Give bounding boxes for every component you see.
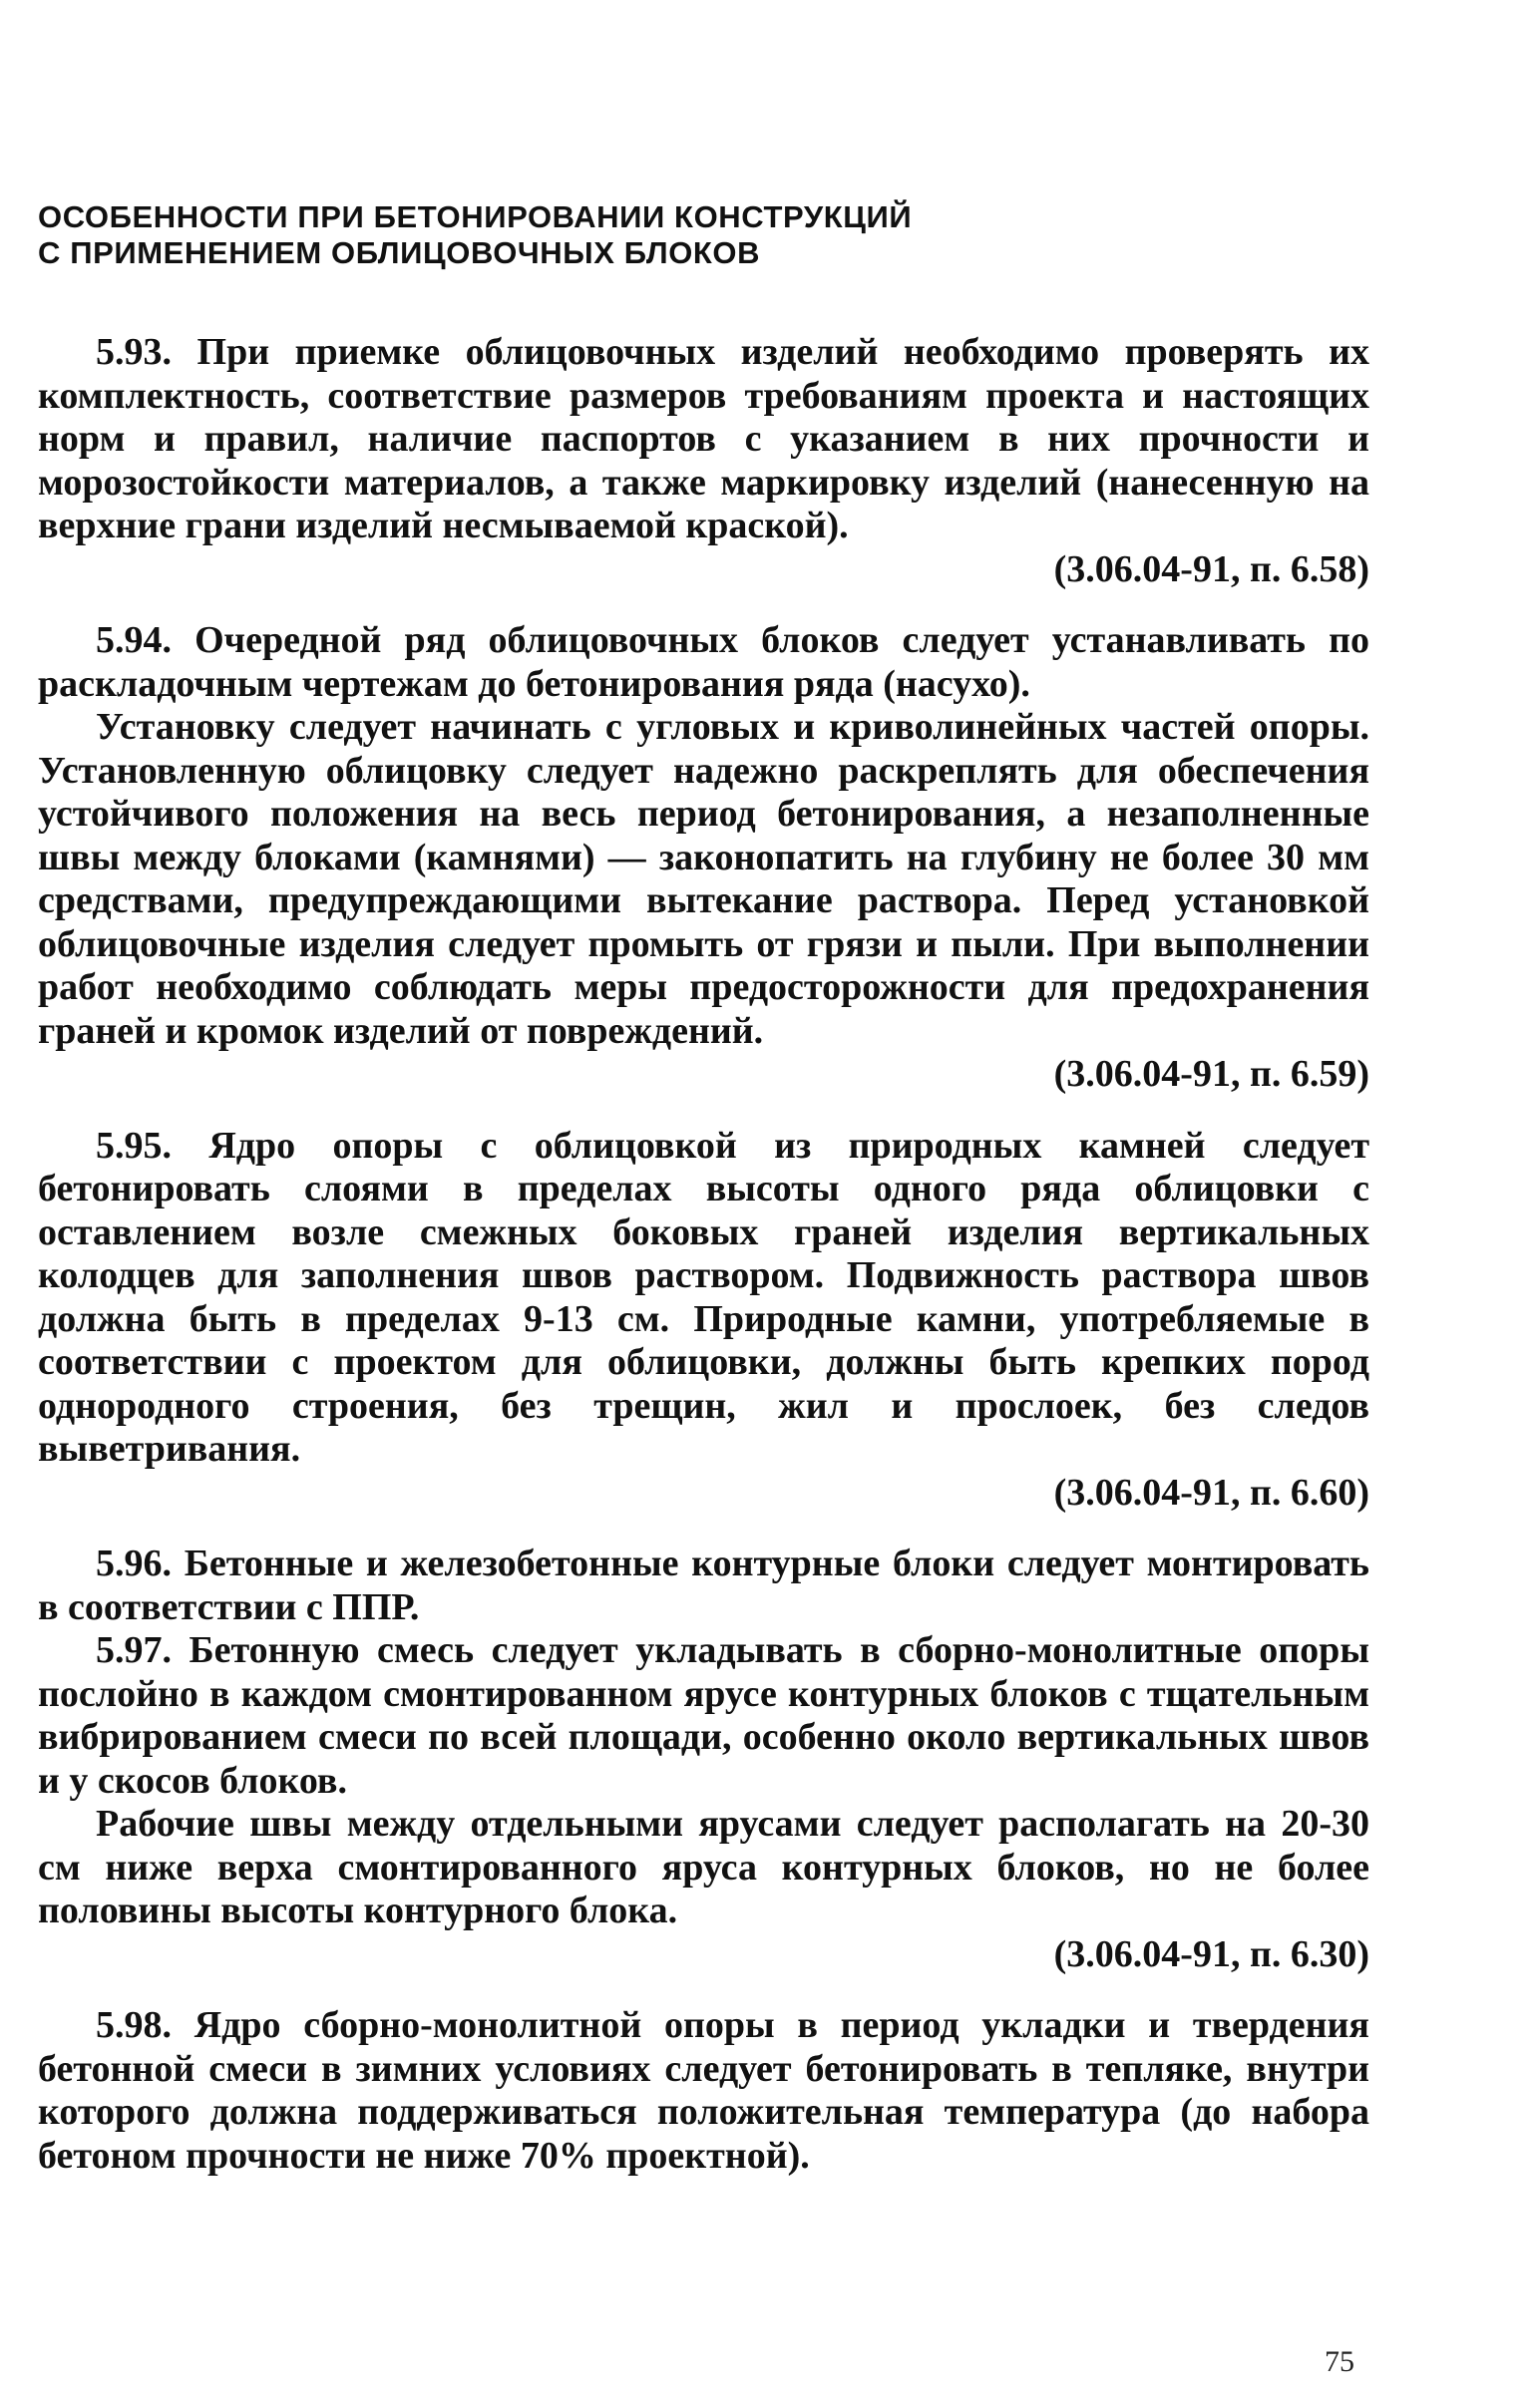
- paragraph-5-95: 5.95. Ядро опоры с облицовкой из природных камней следует бетонировать слоями в пределах высоты одного ряда облицовки с оставлением возле смежных боковых граней изделия вертикальных колодцев для заполнения швов раствором. Подвижность раствора швов должна быть в пределах 9-13 см. Природные камни, употребляемые в соответствии с проектом для облицовки, должны быть крепких пород однородного строения, без трещин, жил и прослоек, без следов выветривания.: [38, 1124, 1369, 1470]
- page-number: 75: [1325, 2345, 1354, 2378]
- paragraph-5-98: 5.98. Ядро сборно-монолитной опоры в период укладки и твердения бетонной смеси в зимних условиях следует бетонировать в тепляке, внутри которого должна поддерживаться положительная температура (до набора бетоном прочности не ниже 70% проектной).: [38, 2004, 1369, 2177]
- heading-line-1: ОСОБЕННОСТИ ПРИ БЕТОНИРОВАНИИ КОНСТРУКЦИЙ: [38, 199, 913, 234]
- paragraph-5-94: 5.94. Очередной ряд облицовочных блоков следует устанавливать по раскладочным чертежам до бетонирования ряда (насухо).: [38, 619, 1369, 705]
- reference-5-97: (3.06.04-91, п. 6.30): [1053, 1932, 1369, 1975]
- paragraph-5-97: 5.97. Бетонную смесь следует укладывать в сборно-монолитные опоры послойно в каждом смонтированном ярусе контурных блоков с тщательным вибрированием смеси по всей площади, особенно около вертикальных швов и у скосов блоков.: [38, 1629, 1369, 1802]
- reference-5-94: (3.06.04-91, п. 6.59): [1053, 1053, 1369, 1095]
- paragraph-5-96: 5.96. Бетонные и железобетонные контурные блоки следует монтировать в соответствии с ППР.: [38, 1543, 1369, 1628]
- paragraph-5-93: 5.93. При приемке облицовочных изделий необходимо проверять их комплектность, соответствие размеров требованиям проекта и настоящих норм и правил, наличие паспортов с указанием в них прочности и морозостойкости материалов, а также маркировку изделий (нанесенную на верхние грани изделий несмываемой краской).: [38, 331, 1369, 546]
- paragraph-5-97-continued: Рабочие швы между отдельными ярусами следует располагать на 20-30 см ниже верха смонтированного яруса контурных блоков, но не более половины высоты контурного блока.: [38, 1803, 1369, 1931]
- paragraph-5-94-continued: Установку следует начинать с угловых и криволинейных частей опоры. Установленную облицовку следует надежно раскреплять для обеспечения устойчивого положения на весь период бетонирования, а незаполненные швы между блоками (камнями) — законопатить на глубину не более 30 мм средствами, предупреждающими вытекание раствора. Перед установкой облицовочные изделия следует промыть от грязи и пыли. При выполнении работ необходимо соблюдать меры предосторожности для предохранения граней и кромок изделий от повреждений.: [38, 706, 1369, 1052]
- heading-line-2: С ПРИМЕНЕНИЕМ ОБЛИЦОВОЧНЫХ БЛОКОВ: [38, 235, 761, 270]
- reference-5-93: (3.06.04-91, п. 6.58): [1053, 547, 1369, 590]
- section-heading: [38, 199, 1369, 271]
- document-page: [38, 199, 1369, 2178]
- reference-5-95: (3.06.04-91, п. 6.60): [1053, 1471, 1369, 1514]
